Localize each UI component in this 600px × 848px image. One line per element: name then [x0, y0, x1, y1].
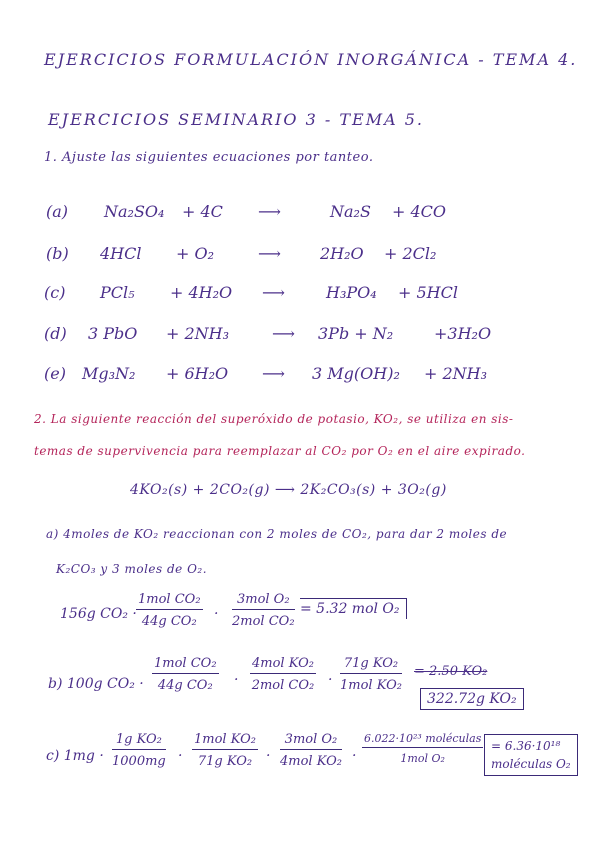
- calc-b-fraction-1: [152, 656, 219, 693]
- calc-c-f4-numerator: 6.022·10²³ moléculas: [362, 732, 483, 748]
- calc-b-start: b) 100g CO₂ ·: [48, 676, 144, 692]
- eq-b-reactant1: 4HCl: [100, 244, 142, 263]
- calc-c-result: [484, 734, 578, 776]
- exercise-2-reaction: 4KO₂(s) + 2CO₂(g) ⟶ 2K₂CO₃(s) + 3O₂(g): [130, 482, 447, 498]
- eq-e-product1: 3 Mg(OH)₂: [312, 364, 400, 383]
- eq-c-product1: H₃PO₄: [326, 283, 377, 302]
- calc-b-fraction-3: [340, 656, 402, 693]
- calc-c-result-value: = 6.36·10¹⁸: [491, 739, 561, 753]
- calc-c-start: c) 1mg ·: [46, 748, 104, 764]
- eq-b-product2: + 2Cl₂: [384, 244, 437, 263]
- calc-a-f1-denominator: 44g CO₂: [141, 614, 197, 629]
- calc-c-dot-3: ·: [352, 748, 357, 764]
- calc-a-f1-numerator: 1mol CO₂: [136, 592, 203, 610]
- calc-a-result: = 5.32 mol O₂: [300, 598, 407, 619]
- eq-c-arrow: ⟶: [262, 283, 285, 302]
- calc-b-f1-denominator: 44g CO₂: [157, 678, 213, 693]
- calc-a-f2-denominator: 2mol CO₂: [232, 614, 295, 629]
- calc-b-dot-1: ·: [234, 672, 239, 688]
- calc-c-f4-denominator: 1mol O₂: [400, 752, 445, 765]
- section-title: EJERCICIOS SEMINARIO 3 - TEMA 5.: [48, 110, 424, 129]
- eq-c-reactant2: + 4H₂O: [170, 283, 233, 302]
- calc-c-f3-numerator: 3mol O₂: [280, 732, 342, 750]
- calc-c-f3-denominator: 4mol KO₂: [280, 754, 342, 769]
- calc-c-dot-2: ·: [266, 748, 271, 764]
- calc-c-f1-denominator: 1000mg: [112, 754, 166, 769]
- eq-e-arrow: ⟶: [262, 364, 285, 383]
- eq-a-arrow: ⟶: [258, 202, 281, 221]
- calc-b-f3-numerator: 71g KO₂: [340, 656, 402, 674]
- calc-c-dot-1: ·: [178, 748, 183, 764]
- exercise-1-instruction: 1. Ajuste las siguientes ecuaciones por tanteo.: [44, 150, 374, 165]
- eq-d-product2: +3H₂O: [434, 324, 492, 343]
- calc-c-fraction-4: [362, 732, 483, 765]
- calc-c-f2-denominator: 71g KO₂: [197, 754, 253, 769]
- eq-a-product2: + 4CO: [392, 202, 447, 221]
- calc-a-dot: ·: [214, 606, 219, 622]
- eq-c-label: (c): [44, 283, 66, 302]
- calc-b-dot-2: ·: [328, 672, 333, 688]
- eq-b-product1: 2H₂O: [320, 244, 364, 263]
- eq-e-reactant1: Mg₃N₂: [82, 364, 136, 383]
- calc-c-f1-numerator: 1g KO₂: [112, 732, 166, 750]
- calc-b-crossed-out: = 2.50 KO₂: [414, 664, 488, 679]
- eq-e-product2: + 2NH₃: [424, 364, 488, 383]
- calc-a-f2-numerator: 3mol O₂: [232, 592, 295, 610]
- calc-c-fraction-3: [280, 732, 342, 769]
- eq-b-label: (b): [46, 244, 69, 263]
- eq-a-product1: Na₂S: [330, 202, 371, 221]
- calc-a-start: 156g CO₂ ·: [60, 606, 137, 622]
- eq-d-arrow: ⟶: [272, 324, 295, 343]
- calc-a-fraction-2: [232, 592, 295, 629]
- eq-a-label: (a): [46, 202, 69, 221]
- exercise-2-statement-line2: temas de supervivencia para reemplazar al CO₂ por O₂ en el aire expirado.: [34, 444, 526, 458]
- eq-c-product2: + 5HCl: [398, 283, 458, 302]
- eq-d-reactant2: + 2NH₃: [166, 324, 230, 343]
- calc-c-f2-numerator: 1mol KO₂: [192, 732, 258, 750]
- calc-a-fraction-1: [136, 592, 203, 629]
- eq-b-reactant2: + O₂: [176, 244, 215, 263]
- eq-b-arrow: ⟶: [258, 244, 281, 263]
- calc-b-fraction-2: [250, 656, 316, 693]
- calc-c-fraction-1: [112, 732, 166, 769]
- calc-c-result-unit: moléculas O₂: [491, 757, 571, 771]
- eq-d-reactant1: 3 PbO: [88, 324, 138, 343]
- part-a-line2: K₂CO₃ y 3 moles de O₂.: [56, 562, 208, 576]
- eq-d-product1: 3Pb + N₂: [318, 324, 394, 343]
- eq-a-reactant2: + 4C: [182, 202, 223, 221]
- calc-c-fraction-2: [192, 732, 258, 769]
- eq-e-reactant2: + 6H₂O: [166, 364, 229, 383]
- document-title: EJERCICIOS FORMULACIÓN INORGÁNICA - TEMA 4.: [44, 50, 578, 69]
- calc-b-f1-numerator: 1mol CO₂: [152, 656, 219, 674]
- eq-d-label: (d): [44, 324, 67, 343]
- calc-b-f3-denominator: 1mol KO₂: [340, 678, 402, 693]
- calc-b-f2-numerator: 4mol KO₂: [250, 656, 316, 674]
- exercise-2-statement-line1: 2. La siguiente reacción del superóxido de potasio, KO₂, se utiliza en sis-: [34, 412, 514, 426]
- calc-b-f2-denominator: 2mol CO₂: [251, 678, 315, 693]
- eq-c-reactant1: PCl₅: [100, 283, 135, 302]
- part-a-line1: a) 4moles de KO₂ reaccionan con 2 moles de CO₂, para dar 2 moles de: [46, 527, 508, 541]
- eq-a-reactant1: Na₂SO₄: [104, 202, 165, 221]
- calc-b-result: 322.72g KO₂: [420, 688, 524, 710]
- eq-e-label: (e): [44, 364, 66, 383]
